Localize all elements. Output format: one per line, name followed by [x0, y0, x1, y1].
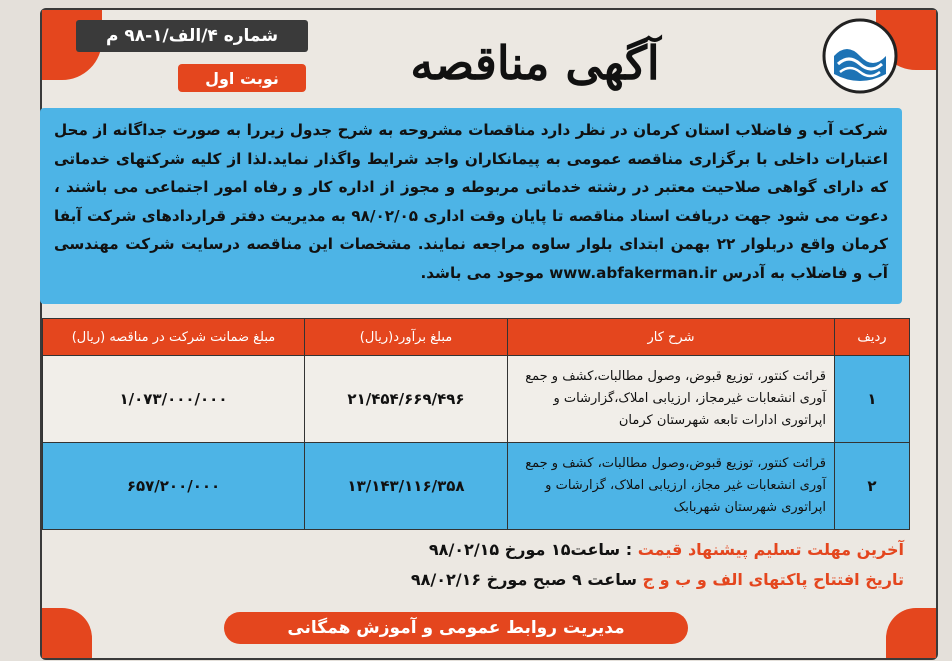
row-guarantee: ۱/۰۷۳/۰۰۰/۰۰۰	[43, 356, 305, 443]
deadline-line	[429, 540, 904, 559]
table-header-row	[43, 319, 910, 356]
deadline-value: : ساعت۱۵ مورخ ۹۸/۰۲/۱۵	[428, 540, 633, 559]
row-estimate: ۱۳/۱۴۳/۱۱۶/۳۵۸	[305, 443, 508, 530]
corner-decoration-bottom-left	[42, 608, 92, 658]
notice-title: آگهی مناقصه	[410, 36, 660, 90]
corner-decoration-bottom-right	[886, 608, 936, 658]
row-number: ۱	[835, 356, 910, 443]
intro-text: شرکت آب و فاضلاب استان کرمان در نظر دارد مناقصات مشروحه به شرح جدول زیررا به صورت جداگانه از محل اعتبارات داخلی با برگزاری مناقصه عمومی به پیمانکاران واجد شرایط واگذار نماید.لذا از کلیه شرکتهای خدماتی که دارای گواهی صلاحیت معتبر در رشته خدماتی مربوطه و مجوز از اداره کار و رفاه امور اجتماعی می باشند ، دعوت می شود جهت دریافت اسناد مناقصه تا پایان وقت اداری ۹۸/۰۲/۰۵ به مدیریت دفتر قراردادهای شرکت آبفا کرمان واقع دربلوار ۲۲ بهمن ابتدای بلوار ساوه مراجعه نمایند. مشخصات این مناقصه درسایت شرکت مهندسی آب و فاضلاب به آدرس www.abfakerman.ir موجود می باشد.	[54, 121, 889, 282]
tender-table	[42, 318, 910, 530]
opening-value: ساعت ۹ صبح مورخ ۹۸/۰۲/۱۶	[410, 570, 637, 589]
row-description: قرائت کنتور، توزیع قبوض، وصول مطالبات،کشف و جمع آوری انشعابات غیرمجاز، ارزیابی املاک،گزارشات و اپراتوری ادارات تابعه شهرستان کرمان	[508, 356, 835, 443]
deadline-label: آخرین مهلت تسلیم پیشنهاد قیمت	[637, 540, 904, 559]
row-estimate: ۲۱/۴۵۴/۶۶۹/۴۹۶	[305, 356, 508, 443]
notice-round: نوبت اول	[178, 64, 306, 92]
header-row-number: ردیف	[835, 319, 910, 356]
table-row	[43, 356, 910, 443]
opening-label: تاریخ افتتاح پاکتهای الف و ب و ج	[642, 570, 904, 589]
row-number: ۲	[835, 443, 910, 530]
intro-box	[40, 108, 902, 304]
table-row	[43, 443, 910, 530]
notice-number: شماره ۴/الف/۱-۹۸ م	[76, 20, 308, 52]
header-estimate: مبلغ برآورد(ریال)	[305, 319, 508, 356]
water-company-logo-icon	[820, 16, 900, 96]
opening-line	[411, 570, 904, 589]
footer-banner: مدیریت روابط عمومی و آموزش همگانی	[224, 612, 688, 644]
row-description: قرائت کنتور، توزیع قبوض،وصول مطالبات، کشف و جمع آوری انشعابات غیر مجاز، ارزیابی املاک، گزارشات و اپراتوری شهرستان شهربابک	[508, 443, 835, 530]
row-guarantee: ۶۵۷/۲۰۰/۰۰۰	[43, 443, 305, 530]
header-description: شرح کار	[508, 319, 835, 356]
header-guarantee: مبلغ ضمانت شرکت در مناقصه (ریال)	[43, 319, 305, 356]
